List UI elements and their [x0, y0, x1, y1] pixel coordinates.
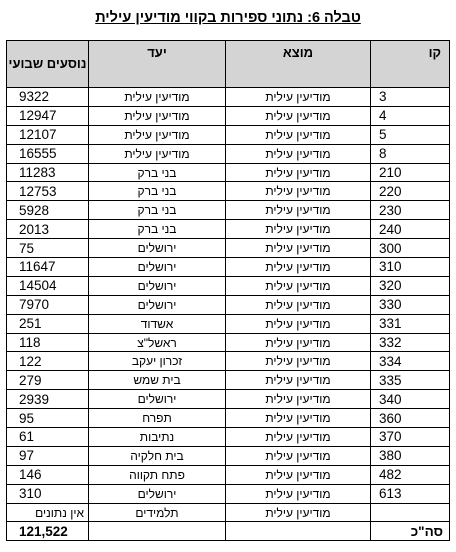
line-cell: 5 [371, 125, 450, 144]
passengers-cell: 7970 [7, 295, 89, 314]
destination-cell: בית שמש [89, 371, 226, 390]
total-label: סה"כ [371, 522, 450, 541]
destination-cell: בני ברק [89, 201, 226, 220]
table-row [7, 409, 450, 428]
header-passengers: נוסעים שבועי [7, 41, 89, 88]
header-row [7, 41, 450, 88]
passengers-cell: 118 [7, 333, 89, 352]
total-value: 121,522 [7, 522, 89, 541]
table-row [7, 88, 450, 107]
passengers-cell: 11647 [7, 258, 89, 277]
line-cell: 331 [371, 314, 450, 333]
passengers-cell: 5928 [7, 201, 89, 220]
origin-cell: מודיעין עילית [226, 220, 371, 239]
total-empty-cell [226, 522, 371, 541]
destination-cell: בני ברק [89, 182, 226, 201]
passengers-cell: 14504 [7, 276, 89, 295]
destination-cell: בית חלקיה [89, 446, 226, 465]
passengers-cell: 122 [7, 352, 89, 371]
table-row [7, 371, 450, 390]
bus-counts-table [6, 40, 450, 541]
passengers-cell: 12947 [7, 106, 89, 125]
destination-cell: נתיבות [89, 428, 226, 447]
line-cell: 3 [371, 88, 450, 107]
line-cell: 4 [371, 106, 450, 125]
table-title: טבלה 6: נתוני ספירות בקווי מודיעין עילית [95, 10, 361, 26]
line-cell: 300 [371, 239, 450, 258]
table-row [7, 106, 450, 125]
line-cell: 334 [371, 352, 450, 371]
origin-cell: מודיעין עילית [226, 409, 371, 428]
destination-cell: אשדוד [89, 314, 226, 333]
line-cell: 320 [371, 276, 450, 295]
passengers-cell: 251 [7, 314, 89, 333]
destination-cell: ירושלים [89, 276, 226, 295]
origin-cell: מודיעין עילית [226, 163, 371, 182]
table-row [7, 352, 450, 371]
line-cell: 210 [371, 163, 450, 182]
line-cell: 310 [371, 258, 450, 277]
table-row [7, 314, 450, 333]
header-destination: יעד [89, 41, 226, 88]
origin-cell: מודיעין עילית [226, 239, 371, 258]
destination-cell: מודיעין עילית [89, 106, 226, 125]
passengers-cell: 146 [7, 465, 89, 484]
table-row [7, 333, 450, 352]
origin-cell: מודיעין עילית [226, 106, 371, 125]
destination-cell: ירושלים [89, 258, 226, 277]
origin-cell: מודיעין עילית [226, 371, 371, 390]
line-cell: 8 [371, 144, 450, 163]
passengers-cell: 12753 [7, 182, 89, 201]
origin-cell: מודיעין עילית [226, 446, 371, 465]
passengers-cell: 279 [7, 371, 89, 390]
destination-cell: ראשל"צ [89, 333, 226, 352]
line-cell [371, 503, 450, 522]
total-empty-cell [89, 522, 226, 541]
origin-cell: מודיעין עילית [226, 465, 371, 484]
destination-cell: תפרח [89, 409, 226, 428]
destination-cell: בני ברק [89, 220, 226, 239]
line-cell: 482 [371, 465, 450, 484]
destination-cell: ירושלים [89, 390, 226, 409]
line-cell: 240 [371, 220, 450, 239]
origin-cell: מודיעין עילית [226, 352, 371, 371]
origin-cell: מודיעין עילית [226, 144, 371, 163]
destination-cell: ירושלים [89, 295, 226, 314]
origin-cell: מודיעין עילית [226, 428, 371, 447]
table-row [7, 484, 450, 503]
line-cell: 220 [371, 182, 450, 201]
table-header [7, 41, 450, 88]
line-cell: 340 [371, 390, 450, 409]
origin-cell: מודיעין עילית [226, 182, 371, 201]
destination-cell: מודיעין עילית [89, 125, 226, 144]
destination-cell: מודיעין עילית [89, 144, 226, 163]
origin-cell: מודיעין עילית [226, 201, 371, 220]
table-body [7, 88, 450, 541]
table-row [7, 295, 450, 314]
passengers-cell: אין נתונים [7, 503, 89, 522]
destination-cell: ירושלים [89, 484, 226, 503]
table-row [7, 258, 450, 277]
passengers-cell: 12107 [7, 125, 89, 144]
origin-cell: מודיעין עילית [226, 503, 371, 522]
passengers-cell: 16555 [7, 144, 89, 163]
table-row [7, 428, 450, 447]
table-row [7, 276, 450, 295]
origin-cell: מודיעין עילית [226, 333, 371, 352]
line-cell: 613 [371, 484, 450, 503]
origin-cell: מודיעין עילית [226, 295, 371, 314]
passengers-cell: 9322 [7, 88, 89, 107]
passengers-cell: 2013 [7, 220, 89, 239]
origin-cell: מודיעין עילית [226, 88, 371, 107]
origin-cell: מודיעין עילית [226, 314, 371, 333]
passengers-cell: 61 [7, 428, 89, 447]
line-cell: 370 [371, 428, 450, 447]
total-row [7, 522, 450, 541]
origin-cell: מודיעין עילית [226, 390, 371, 409]
destination-cell: ירושלים [89, 239, 226, 258]
header-origin: מוצא [226, 41, 371, 88]
table-row [7, 465, 450, 484]
table-row [7, 446, 450, 465]
line-cell: 330 [371, 295, 450, 314]
origin-cell: מודיעין עילית [226, 125, 371, 144]
table-row [7, 201, 450, 220]
passengers-cell: 2939 [7, 390, 89, 409]
passengers-cell: 11283 [7, 163, 89, 182]
origin-cell: מודיעין עילית [226, 484, 371, 503]
destination-cell: זכרון יעקב [89, 352, 226, 371]
table-row [7, 390, 450, 409]
line-cell: 332 [371, 333, 450, 352]
origin-cell: מודיעין עילית [226, 258, 371, 277]
passengers-cell: 75 [7, 239, 89, 258]
table-row [7, 163, 450, 182]
table-row [7, 239, 450, 258]
header-line: קו [371, 41, 450, 88]
table-row [7, 503, 450, 522]
passengers-cell: 310 [7, 484, 89, 503]
line-cell: 360 [371, 409, 450, 428]
table-row [7, 125, 450, 144]
destination-cell: פתח תקווה [89, 465, 226, 484]
table-row [7, 220, 450, 239]
line-cell: 335 [371, 371, 450, 390]
destination-cell: תלמידים [89, 503, 226, 522]
line-cell: 380 [371, 446, 450, 465]
passengers-cell: 95 [7, 409, 89, 428]
destination-cell: מודיעין עילית [89, 88, 226, 107]
origin-cell: מודיעין עילית [226, 276, 371, 295]
table-row [7, 182, 450, 201]
passengers-cell: 97 [7, 446, 89, 465]
destination-cell: בני ברק [89, 163, 226, 182]
table-row [7, 144, 450, 163]
line-cell: 230 [371, 201, 450, 220]
